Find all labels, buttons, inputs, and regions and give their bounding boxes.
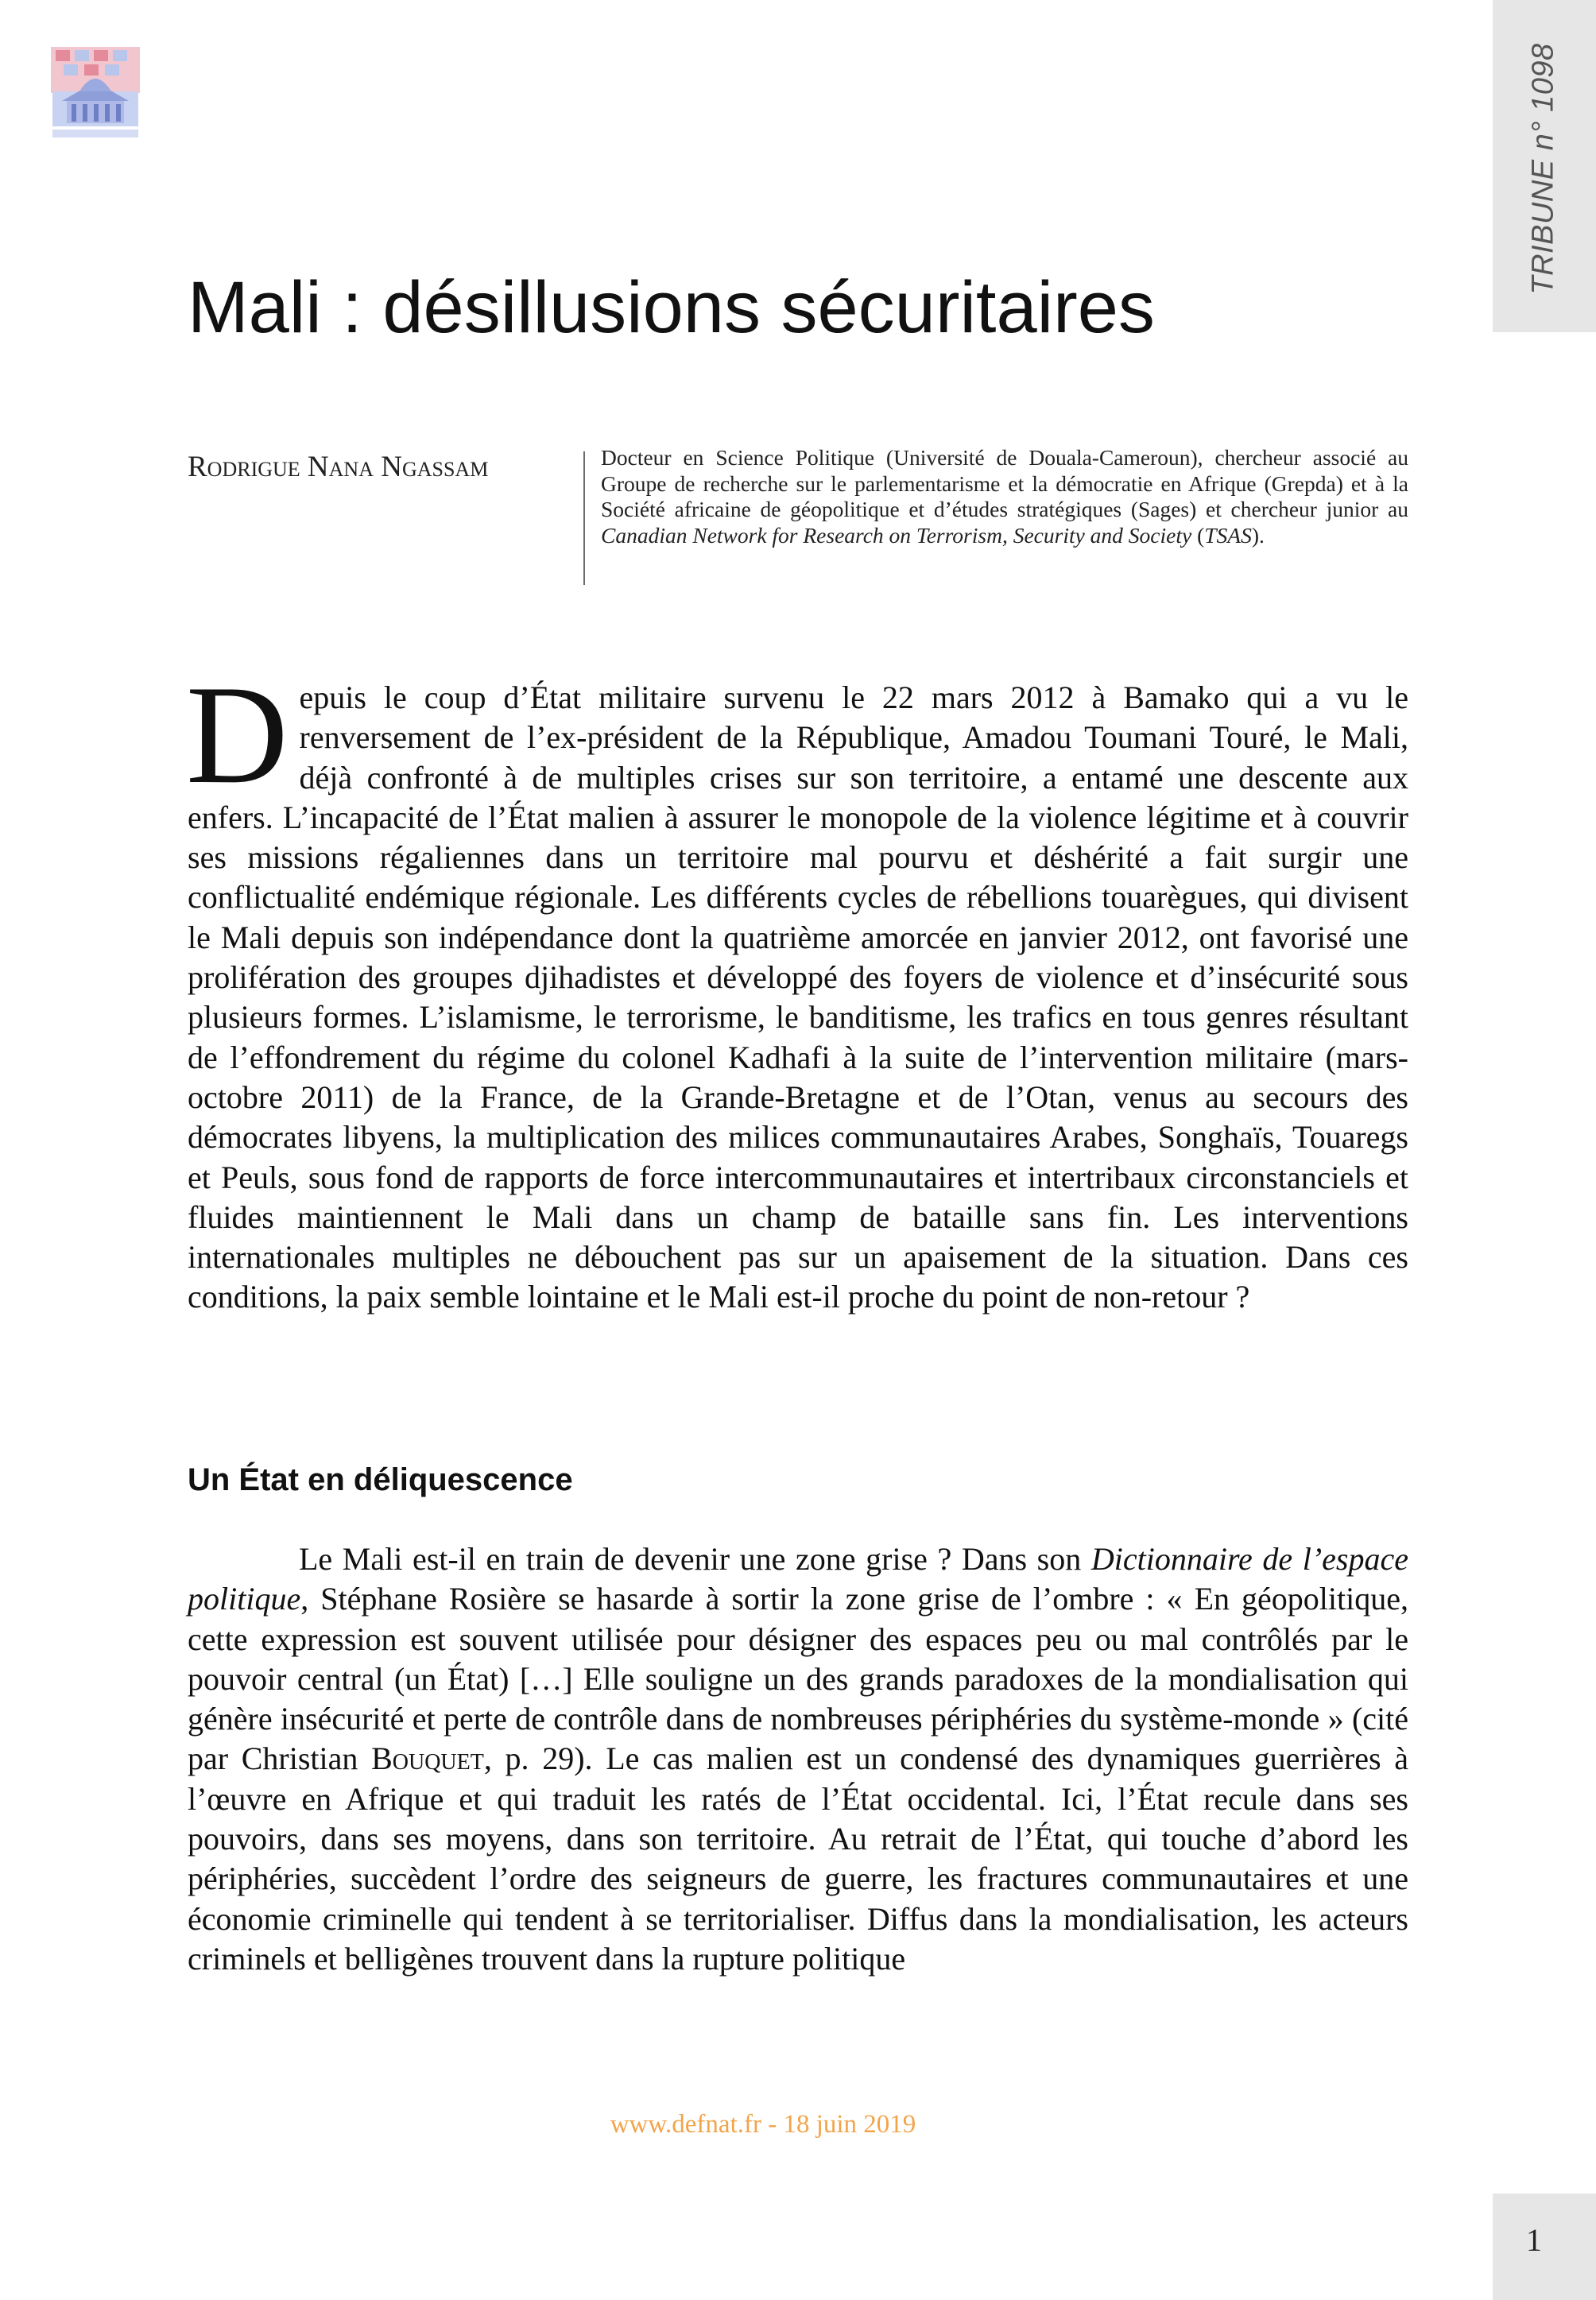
page-number: 1: [1526, 2222, 1542, 2258]
tribune-label-container: [1524, 33, 1563, 304]
body-italic: Dictionnaire de l’espace politique: [188, 1541, 1408, 1617]
bio-italic-1: Canadian Network for Research on Terrorism, Security and Society: [601, 522, 1192, 548]
body-text-2: , Stéphane Rosière se hasarde à sortir la zone grise de l’ombre : « En géopolitique, cette expression est souvent utilisée pour désigner des espaces peu ou mal contrôlés par le pouvoir central (un État) […] Elle souligne un des grands paradoxes de la mondialisation qui génère insécurité et perte de contrôle dans de nombreuses périphéries du système-monde » (cité par Christian: [188, 1581, 1408, 1777]
bio-text-1: Docteur en Science Politique (Université de Douala-Cameroun), chercheur associé au Groupe de recherche sur le parlementarisme et la démocratie en Afrique (Grepda) et à la Société africaine de géopolitique et d’études stratégiques (Sages) et chercheur junior au: [601, 445, 1408, 521]
bio-text-2: (: [1191, 522, 1205, 548]
bio-italic-2: TSAS: [1204, 522, 1252, 548]
intro-text: epuis le coup d’État militaire survenu le 22 mars 2012 à Bamako qui a vu le renversement de l’ex-président de la République, Amadou Toumani Touré, le Mali, déjà confronté à de multiples crises sur son territoire, a entamé une descente aux enfers. L’incapacité de l’État malien à assurer le monopole de la violence légitime et à couvrir ses missions régaliennes dans un territoire mal pourvu et déshérité a fait surgir une conflictualité endémique régionale. Les différents cycles de rébellions touarègues, qui divisent le Mali depuis son indépendance dont la quatrième amorcée en janvier 2012, ont favorisé une prolifération des groupes djihadistes et développé des foyers de violence et d’insécurité sous plusieurs formes. L’islamisme, le terrorisme, le banditisme, les trafics en tous genres résultant de l’effondrement du régime du colonel Kadhafi à la suite de l’intervention militaire (mars-octobre 2011) de la France, de la Grande-Bretagne et de l’Otan, venus au secours des démocrates libyens, la multiplication des milices communautaires Arabes, Songhaïs, Touaregs et Peuls, sous fond de rapports de force intercommunautaires et intertribaux circonstanciels et fluides maintiennent le Mali dans un champ de bataille sans fin. Les interventions internationales multiples ne débouchent pas sur un apaisement de la situation. Dans ces conditions, la paix semble lointaine et le Mali est-il proche du point de non-retour ?: [188, 680, 1408, 1315]
body-text-1: Le Mali est-il en train de devenir une zone grise ? Dans son: [299, 1541, 1091, 1577]
body-paragraph: [188, 1539, 1408, 1979]
author-name: [188, 450, 561, 484]
section-heading: Un État en déliquescence: [188, 1462, 573, 1497]
author-divider: [583, 451, 585, 585]
body-smallcaps: Bouquet: [371, 1740, 484, 1777]
tribune-label: TRIBUNE n° 1098: [1526, 42, 1560, 295]
institution-logo: [48, 44, 143, 143]
author-first-name: Rodrigue: [188, 451, 300, 483]
footer-link[interactable]: www.defnat.fr - 18 juin 2019: [610, 2110, 916, 2139]
author-bio: [601, 445, 1408, 548]
intro-paragraph: [186, 656, 1408, 1318]
article-title: Mali : désillusions sécuritaires: [188, 267, 1155, 348]
body-text-3: , p. 29). Le cas malien est un condensé des dynamiques guerrières à l’œuvre en Afrique et qui traduit les ratés de l’État occidental. Ici, l’État recule dans ses pouvoirs, dans ses moyens, dans son territoire. Au retrait de l’État, qui touche d’abord les périphéries, succèdent l’ordre des seigneurs de guerre, les fractures communautaires et une économie criminelle qui tendent à se territorialiser. Diffus dans la mondialisation, les acteurs criminels et belligènes trouvent dans la rupture politique: [188, 1740, 1408, 1977]
institution-building-logo-icon: [48, 44, 143, 143]
drop-cap: D: [186, 656, 289, 813]
author-last-name: Nana Ngassam: [307, 451, 489, 483]
bio-text-3: ).: [1251, 522, 1265, 548]
